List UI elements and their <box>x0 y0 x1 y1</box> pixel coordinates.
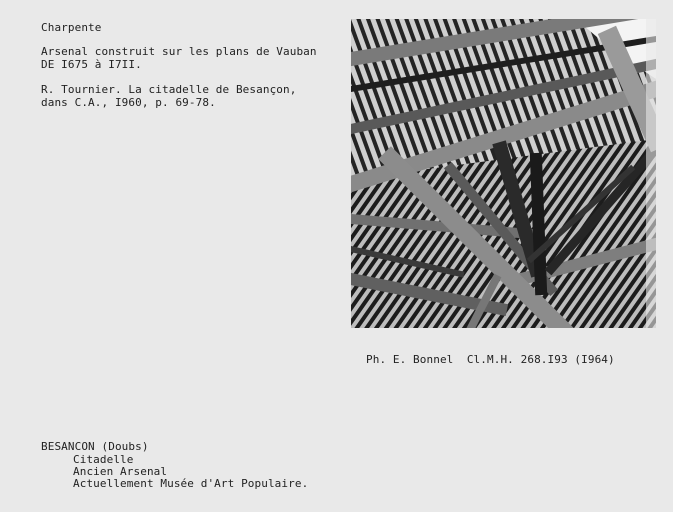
roof-framework-photo <box>351 19 656 328</box>
description-line-1: Arsenal construit sur les plans de Vauban <box>41 45 317 58</box>
location-current-use: Actuellement Musée d'Art Populaire. <box>73 477 309 490</box>
photo-credit: Ph. E. Bonnel Cl.M.H. 268.I93 (I964) <box>366 353 615 366</box>
reference-line-2: dans C.A., I960, p. 69-78. <box>41 96 216 109</box>
record-title: Charpente <box>41 21 102 34</box>
reference-line-1: R. Tournier. La citadelle de Besançon, <box>41 83 297 96</box>
location-former-use: Ancien Arsenal <box>73 465 168 478</box>
description-line-2: DE I675 à I7II. <box>41 58 142 71</box>
location-city: BESANCON (Doubs) <box>41 440 149 453</box>
location-site: Citadelle <box>73 453 134 466</box>
